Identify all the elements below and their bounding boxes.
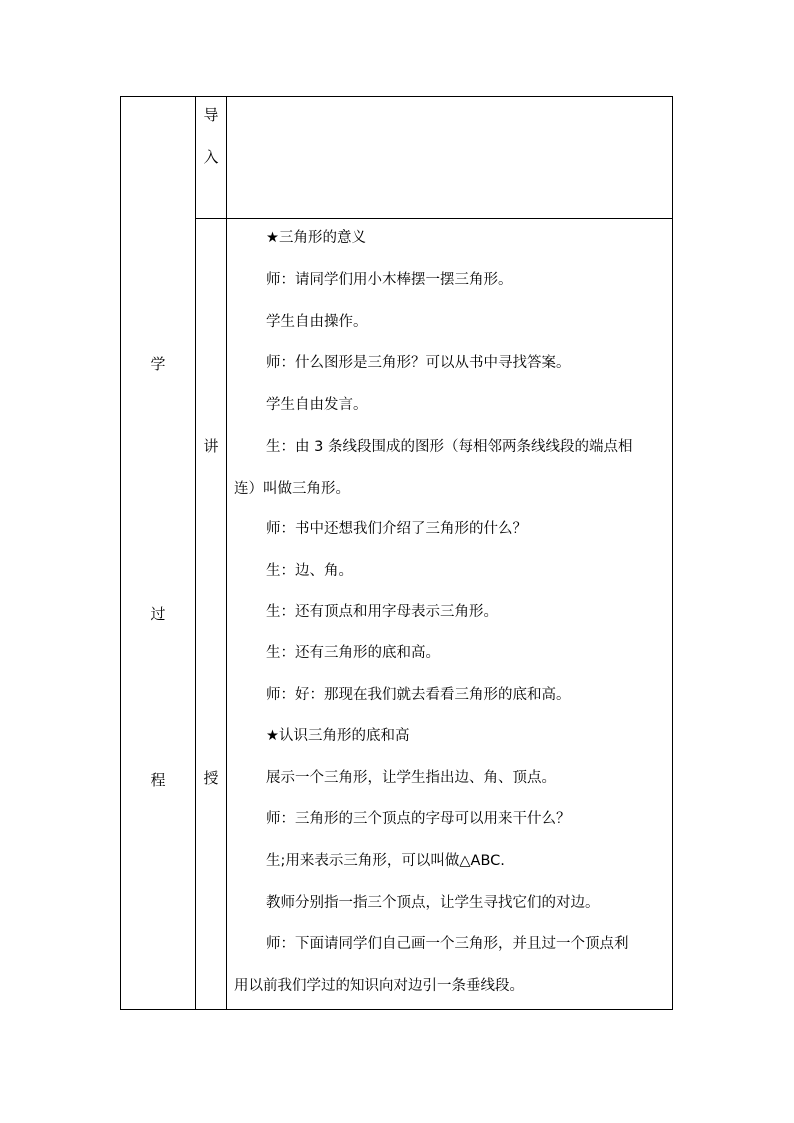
content-line: 师：下面请同学们自己画一个三角形，并且过一个顶点利 [266,936,629,952]
content-line: 师：请同学们用小木棒摆一摆三角形。 [266,272,513,288]
lecture-label-char-2: 授 [203,769,219,787]
content-line: 生：还有顶点和用字母表示三角形。 [266,604,498,620]
table-border-bottom [120,1009,673,1010]
table-divider-col1 [195,96,196,1010]
content-line: 生：边、角。 [266,563,353,579]
left-column-char-2: 过 [150,605,166,623]
table-divider-row [195,218,673,219]
table-divider-col2 [226,96,227,1010]
left-column-char-3: 程 [150,771,166,789]
table-border-left [120,96,121,1010]
content-line: 学生自由发言。 [266,397,368,413]
content-line: 教师分别指一指三个顶点，让学生寻找它们的对边。 [266,895,600,911]
content-line: 师：书中还想我们介绍了三角形的什么？ [266,521,527,537]
content-line: 用以前我们学过的知识向对边引一条垂线段。 [234,978,524,994]
content-line: 生;用来表示三角形，可以叫做△ABC. [266,853,505,869]
content-line: 学生自由操作。 [266,314,368,330]
left-column-char-1: 学 [150,355,166,373]
heading-base-and-height: ★认识三角形的底和高 [266,728,410,744]
content-line: 生：由 3 条线段围成的图形（每相邻两条线线段的端点相 [266,439,633,455]
content-line: 连）叫做三角形。 [234,481,350,497]
intro-label-char-1: 导 [203,106,219,124]
intro-label-char-2: 入 [203,148,219,166]
content-line: 展示一个三角形，让学生指出边、角、顶点。 [266,770,556,786]
content-line: 师：好：那现在我们就去看看三角形的底和高。 [266,687,571,703]
lecture-label-char-1: 讲 [203,437,219,455]
content-line: 生：还有三角形的底和高。 [266,645,440,661]
content-line: 师：什么图形是三角形？可以从书中寻找答案。 [266,355,571,371]
content-line: 师：三角形的三个顶点的字母可以用来干什么？ [266,811,571,827]
table-border-top [120,96,673,97]
heading-triangle-meaning: ★三角形的意义 [266,230,366,246]
